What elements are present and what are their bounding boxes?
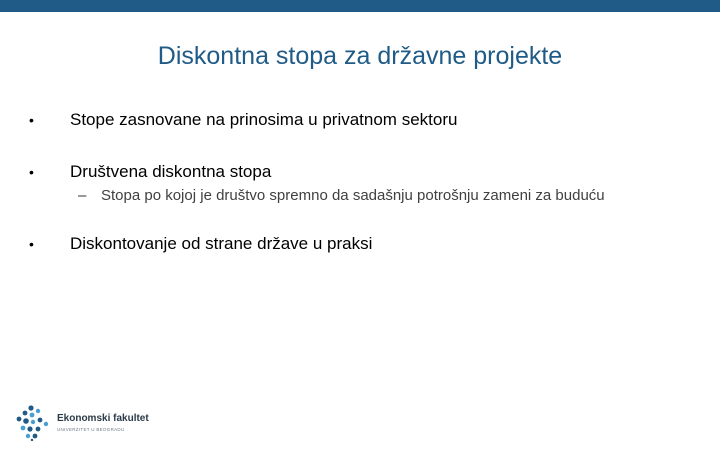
top-accent-bar [0, 0, 720, 12]
dot-cluster-logo-icon [16, 405, 50, 441]
logo-name: Ekonomski fakultet [57, 413, 149, 424]
bullet-item-3 [0, 232, 720, 256]
sub-bullet-item [0, 186, 720, 206]
logo-subtitle: UNIVERZITET U BEOGRADU [57, 427, 125, 432]
bullet-text: Stope zasnovane na prinosima u privatnom sektoru [70, 110, 458, 129]
bullet-marker: • [29, 112, 34, 128]
bullet-item-2 [0, 160, 720, 184]
sub-bullet-marker: – [78, 187, 87, 204]
bullet-text: Društvena diskontna stopa [70, 162, 272, 181]
sub-bullet-text: Stopa po kojoj je društvo spremno da sadašnju potrošnju zameni za buduću [101, 187, 605, 204]
slide-title: Diskontna stopa za državne projekte [157, 42, 563, 70]
bullet-text: Diskontovanje od strane države u praksi [70, 234, 373, 253]
bullet-marker: • [29, 164, 34, 180]
faculty-logo [16, 405, 156, 441]
bullet-marker: • [29, 236, 34, 252]
bullet-item-1 [0, 108, 720, 132]
